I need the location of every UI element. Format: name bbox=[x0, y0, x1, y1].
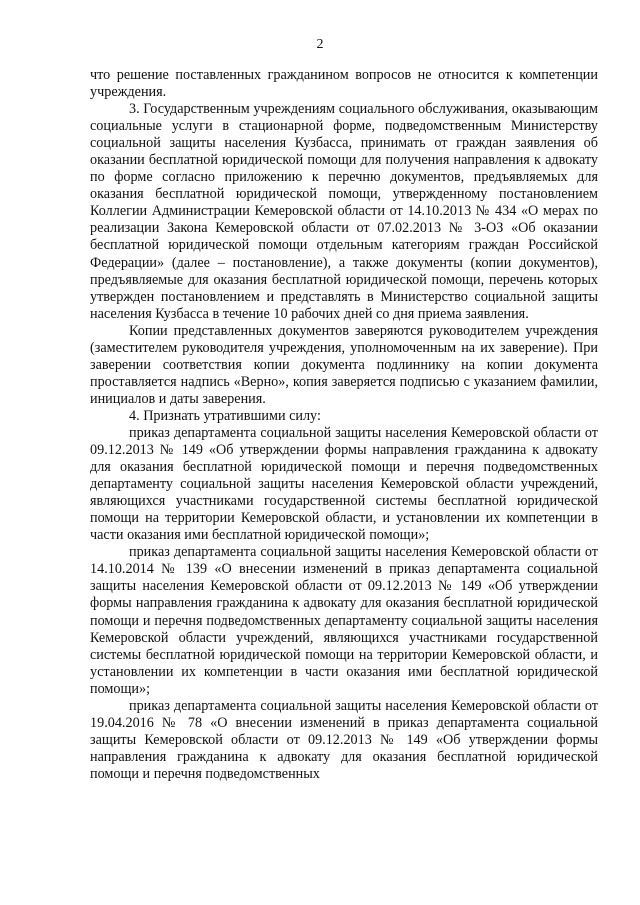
paragraph-item-4: 4. Признать утратившими силу: bbox=[129, 407, 321, 424]
paragraph-order-139: приказ департамента социальной защиты населения Кемеровской области от 14.10.2014 № 139 «О внесении изменений в приказ департамента социальной защиты населения Кемеровской области от 09.12.2013 № 149 «Об утверждении формы направления гражданина к адвокату для оказания бесплатной юридической помощи и перечня подведомственных департаменту социальной защиты населения Кемеровской области учреждений, являющихся участниками государственной системы бесплатной юридической помощи на территории Кемеровской области, и установлении их компетенции в части оказания ими бесплатной юридической помощи»; bbox=[90, 544, 598, 697]
paragraph-item-3: 3. Государственным учреждениям социального обслуживания, оказывающим социальные услуги в стационарной форме, подведомственным Министерству социальной защиты населения Кузбасса, принимать от граждан заявления об оказании бесплатной юридической помощи для получения направления к адвокату по форме согласно приложению к перечню документов, предъявляемых для оказания бесплатной юридической помощи, утвержденному постановлением Коллегии Администрации Кемеровской области от 14.10.2013 № 434 «О мерах по реализации Закона Кемеровской области от 07.02.2013 № 3-ОЗ «Об оказании бесплатной юридической помощи отдельным категориям граждан Российской Федерации» (далее – постановление), а также документы (копии документов), предъявляемые для оказания бесплатной юридической помощи, перечень которых утвержден постановлением и представлять в Министерство социальной защиты населения Кузбасса в течение 10 рабочих дней со дня приема заявления. bbox=[90, 101, 598, 322]
page-number: 2 bbox=[316, 37, 324, 52]
paragraph-copies-certification: Копии представленных документов заверяются руководителем учреждения (заместителем руководителя учреждения, уполномоченным на их заверение). При заверении соответствия копии документа подлиннику на копии документа проставляется надпись «Верно», копия заверяется подписью с указанием фамилии, инициалов и даты заверения. bbox=[90, 322, 598, 407]
paragraph-order-78: приказ департамента социальной защиты населения Кемеровской области от 19.04.2016 № 78 «О внесении изменений в приказ департамента социальной защиты Кемеровской области от 09.12.2013 № 149 «Об утверждении формы направления гражданина к адвокату для оказания бесплатной юридической помощи и перечня подведомственных bbox=[90, 697, 598, 782]
document-body bbox=[90, 67, 598, 783]
paragraph-order-149: приказ департамента социальной защиты населения Кемеровской области от 09.12.2013 № 149 «Об утверждении формы направления гражданина к адвокату для оказания бесплатной юридической помощи и перечня подведомственных департаменту социальной защиты населения Кемеровской области учреждений, являющихся участниками государственной системы бесплатной юридической помощи на территории Кемеровской области, и установлении их компетенции в части оказания ими бесплатной юридической помощи»; bbox=[90, 424, 598, 544]
paragraph-continuation: что решение поставленных гражданином вопросов не относится к компетенции учреждения. bbox=[90, 67, 598, 101]
